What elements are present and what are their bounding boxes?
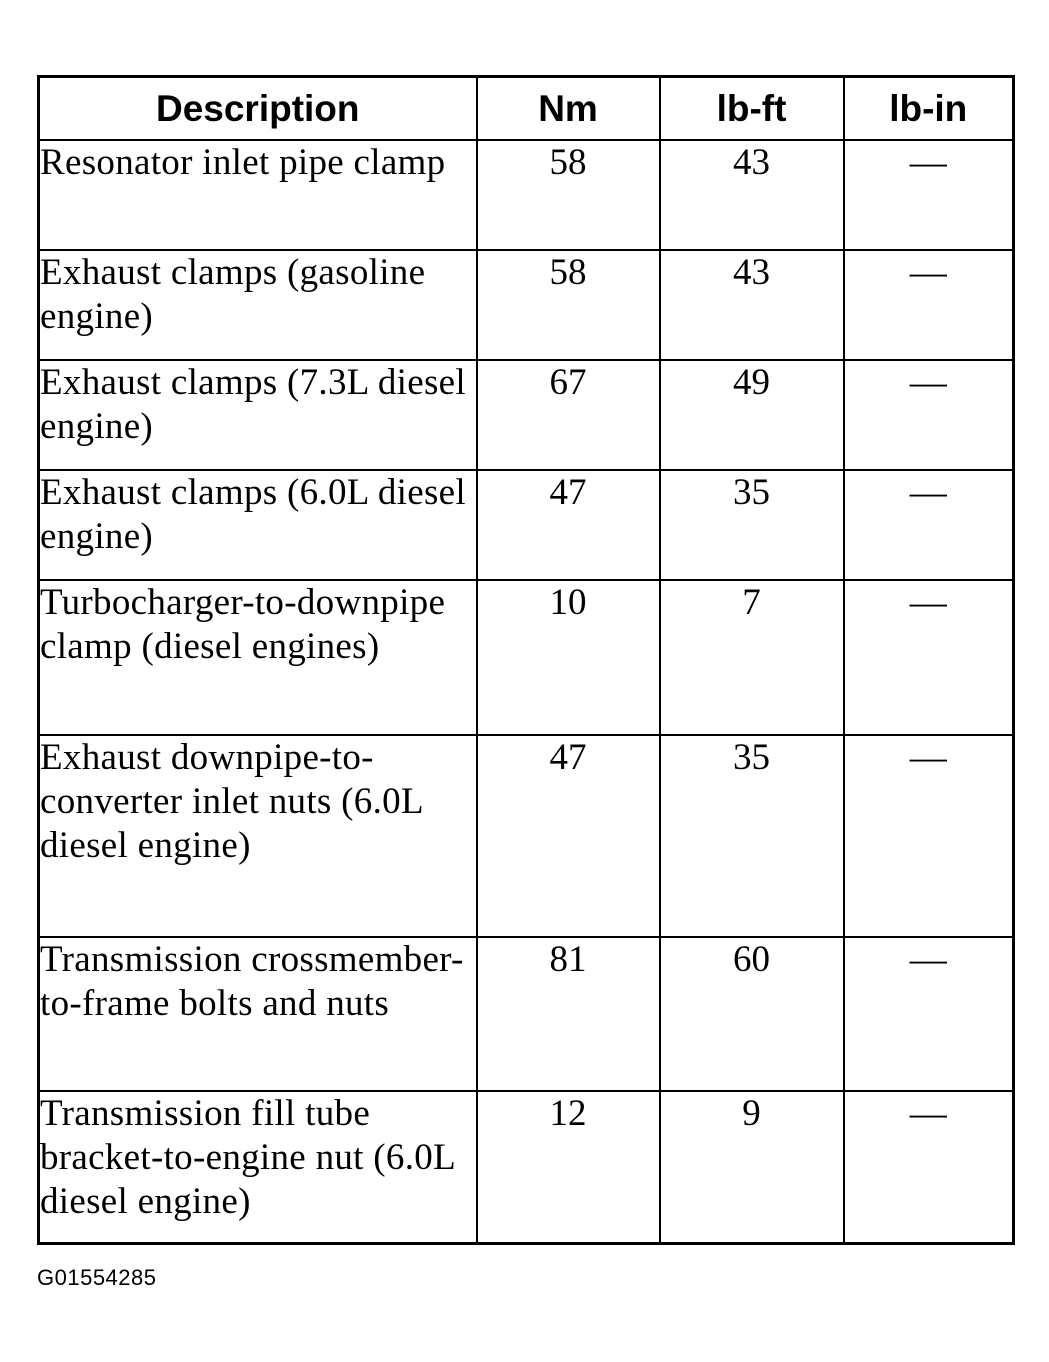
cell-lbft: 9 [660,1091,844,1244]
figure-id: G01554285 [37,1265,157,1290]
cell-nm: 47 [477,735,660,937]
cell-lbft: 35 [660,735,844,937]
cell-nm: 12 [477,1091,660,1244]
cell-lbin: — [844,140,1014,250]
cell-description: Transmission fill tube bracket-to-engine nut (6.0L diesel engine) [39,1091,477,1244]
cell-nm: 58 [477,140,660,250]
table-row [39,1091,1014,1244]
table-row [39,360,1014,470]
cell-lbin: — [844,470,1014,580]
table-header-row [39,77,1014,141]
cell-nm: 10 [477,580,660,735]
cell-lbft: 49 [660,360,844,470]
table-row [39,735,1014,937]
cell-lbft: 60 [660,937,844,1091]
cell-lbft: 35 [660,470,844,580]
cell-lbin: — [844,250,1014,360]
cell-description: Transmission crossmember-to-frame bolts and nuts [39,937,477,1091]
header-lbft: lb-ft [660,77,844,141]
header-description: Description [39,77,477,141]
cell-description: Resonator inlet pipe clamp [39,140,477,250]
cell-nm: 58 [477,250,660,360]
torque-spec-table [37,75,1015,1245]
header-nm: Nm [477,77,660,141]
cell-lbin: — [844,735,1014,937]
cell-lbft: 43 [660,250,844,360]
cell-lbin: — [844,937,1014,1091]
cell-description: Exhaust clamps (7.3L diesel engine) [39,360,477,470]
table-row [39,140,1014,250]
cell-lbin: — [844,1091,1014,1244]
cell-nm: 81 [477,937,660,1091]
cell-lbin: — [844,580,1014,735]
cell-nm: 47 [477,470,660,580]
table-row [39,937,1014,1091]
table-row [39,250,1014,360]
cell-description: Turbocharger-to-downpipe clamp (diesel engines) [39,580,477,735]
cell-lbft: 43 [660,140,844,250]
cell-description: Exhaust clamps (gasoline engine) [39,250,477,360]
cell-lbin: — [844,360,1014,470]
table-row [39,470,1014,580]
cell-nm: 67 [477,360,660,470]
table-row [39,580,1014,735]
cell-description: Exhaust clamps (6.0L diesel engine) [39,470,477,580]
cell-description: Exhaust downpipe-to-converter inlet nuts (6.0L diesel engine) [39,735,477,937]
cell-lbft: 7 [660,580,844,735]
header-lbin: lb-in [844,77,1014,141]
